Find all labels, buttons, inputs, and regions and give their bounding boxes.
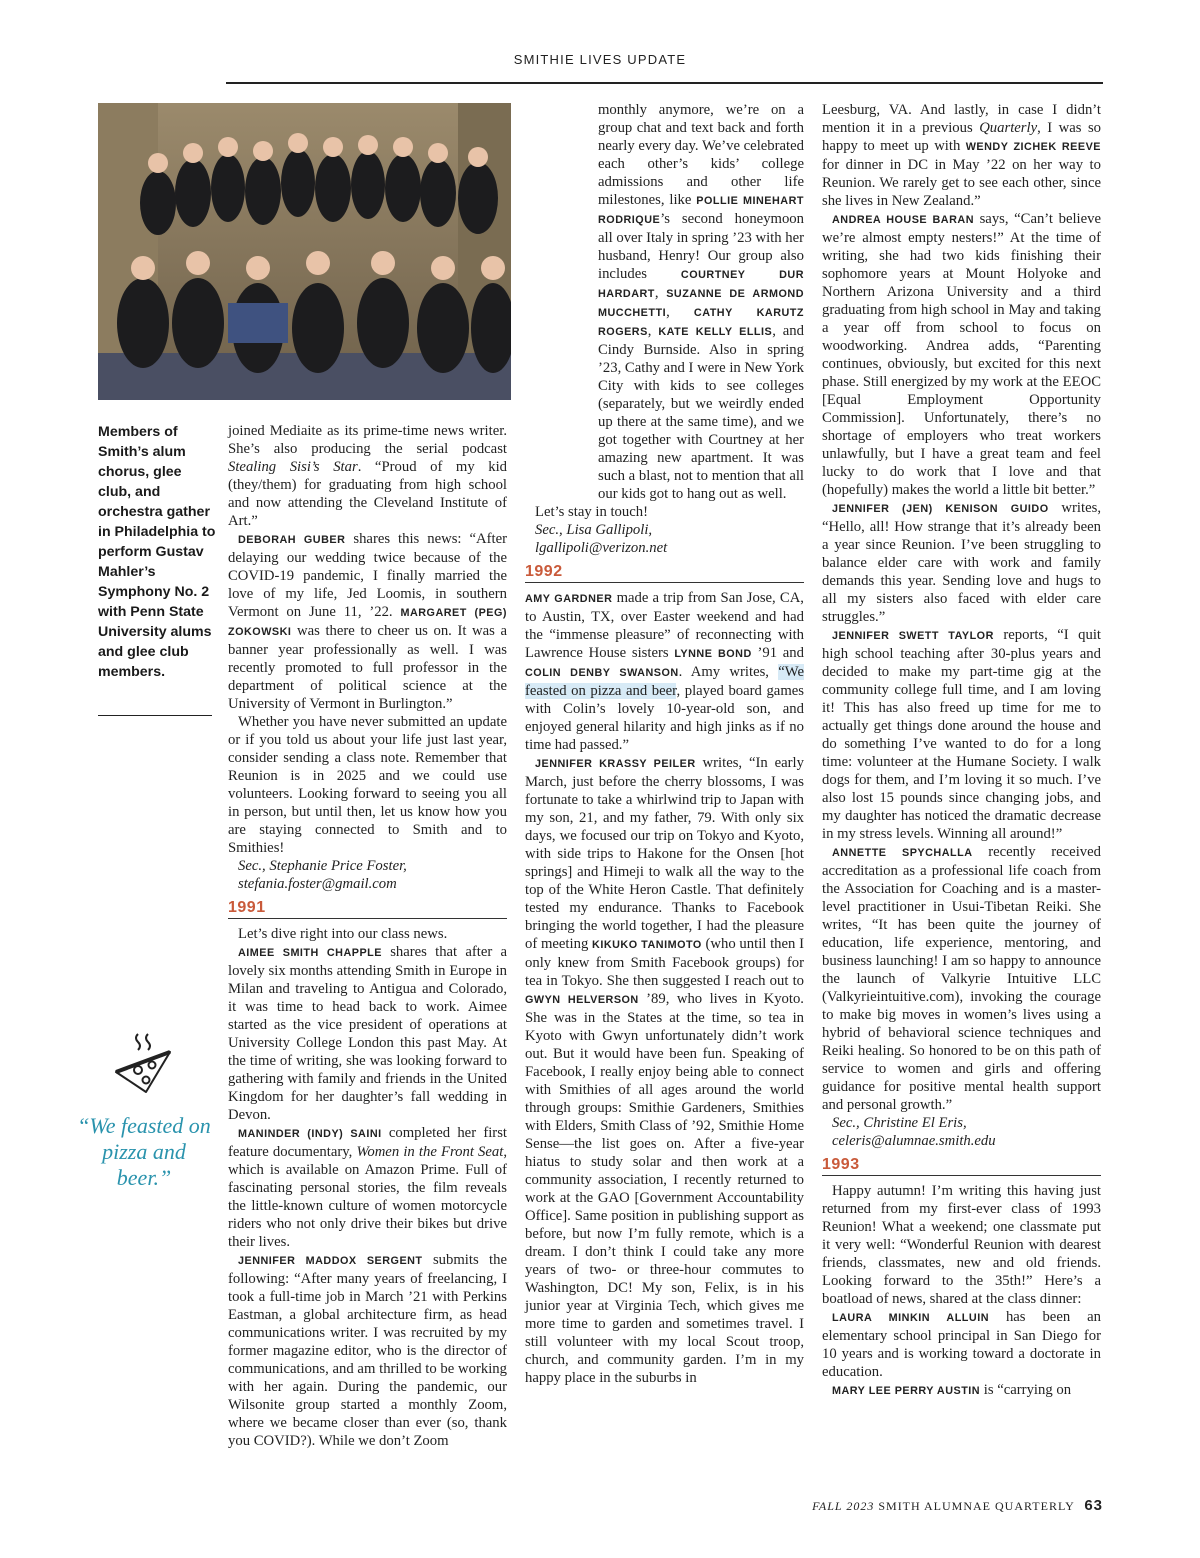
issue-label: FALL 2023 (812, 1499, 875, 1513)
alumna-name: AIMEE SMITH CHAPPLE (238, 947, 382, 959)
alumna-name: CATHY KARUTZ ROGERS (598, 307, 804, 338)
paragraph: Leesburg, VA. And lastly, in case I didn’t mention it in a previous Quarterly, I was so happy to meet up with WENDY ZICHEK REEVE for dinner in DC in May ’22 on her way to Reunion. We rarely get to see each other, since she lives in New Zealand.” (822, 102, 1102, 209)
paragraph: JENNIFER (JEN) KENISON GUIDO writes, “Hello, all! How strange that it’s already been a year since Reunion. I’ve been struggling to balance elder care with work and family demands this year. Sending love and hugs to all my sisters also faced with elder care struggles.” (822, 500, 1101, 625)
column-4 (822, 101, 1101, 1400)
secretary-name: Sec., Lisa Gallipoli, (535, 522, 653, 538)
secretary-email: celeris@alumnae.smith.edu (832, 1133, 996, 1149)
publication-name: SMITH ALUMNAE QUARTERLY (878, 1499, 1075, 1513)
photo-caption: Members of Smith’s alum chorus, glee club, and orchestra gather in Philadelphia to perform Gustav Mahler’s Symphony No. 2 with Penn State University alums and glee club members. (98, 424, 216, 680)
paragraph: AIMEE SMITH CHAPPLE shares that after a lovely six months attending Smith in Europe in Milan and traveling to Antigua and Colorado, it was time to head back to work. Aimee started as the vice president of operations at University College London this past May. At the time of writing, she was looking forward to gathering with family and friends in the United Kingdom for her daughter’s fall wedding in Devon. (228, 944, 507, 1123)
paragraph: JENNIFER KRASSY PEILER writes, “In early March, just before the cherry blossoms, I was fortunate to take a whirlwind trip to Japan with my son, 21, and my father, 79. With only six days, we focused our trip on Tokyo and Kyoto, with side trips to Hakone for the Onsen [hot springs] and Himeji to walk all the way to the top of the White Heron Castle. That definitely tested my endurance. Thanks to Facebook bringing the world together, I had the pleasure of meeting KIKUKO TANIMOTO (who until then I only knew from Smith Facebook groups) for tea in Tokyo. She then suggested I reach out to GWYN HELVERSON ’89, who lives in Kyoto. She was in the States at the time, so tea in Kyoto with Gwyn unfortunately didn’t work out. But it would have been fun. Speaking of Facebook, I really enjoy being able to connect with Smithies of all ages around the world through groups: Smithie Gardeners, Smithies with Elders, Smith Class of ’92, Smithie Home Sense—the list goes on. After a five-year hiatus to study solar and then work at a community association, I recently returned to work at the GAO [Government Accountability Office]. Same position in publishing support as before, but now I’m fully remote, which is a dream. I don’t think I could take any more years of two- or three-hour commutes to Washington, DC! My son, Felix, is in his junior year at Virginia Tech, which gives me more time to garden and sometimes travel. I still volunteer with my local Scout troop, church, and community garden. I’m in my happy place in the suburbs in (525, 755, 805, 1386)
page-number: 63 (1084, 1497, 1103, 1514)
alumna-name: JENNIFER MADDOX SERGENT (238, 1255, 423, 1267)
paragraph: MARY LEE PERRY AUSTIN is “carrying on (832, 1382, 1072, 1398)
class-year-heading: 1991 (228, 899, 507, 919)
alumna-name: ANDREA HOUSE BARAN (832, 214, 974, 226)
paragraph: Whether you have never submitted an update or if you told us about your life just last year, consider sending a class note. Remember that Reunion is in 2025 and we could use volunteers. Looking forward to seeing you all in person, but until then, let us know how you are staying connected to Smith and to Smithies! (228, 714, 507, 856)
paragraph: Let’s dive right into our class news. (238, 926, 448, 942)
alumna-name: MANINDER (INDY) SAINI (238, 1128, 382, 1140)
pull-quote: “We feasted on pizza and beer.” (77, 1113, 211, 1190)
alumna-name: KATE KELLY ELLIS (658, 326, 773, 338)
alumna-name: POLLIE MINEHART RODRIQUE (598, 195, 804, 226)
section-header: SMITHIE LIVES UPDATE (513, 52, 687, 67)
paragraph: MANINDER (INDY) SAINI completed her first feature documentary, Women in the Front Seat, which is available on Amazon Prime. Full of fascinating personal stories, the film reveals the little-known culture of women motorcycle riders who not only drive their bikes but drive their lives. (228, 1125, 508, 1250)
page-footer (812, 1497, 1103, 1514)
header-rule (226, 82, 1103, 84)
paragraph: monthly anymore, we’re on a group chat and text back and forth nearly every day. We’ve celebrated each other’s kids’ college admissions and other life milestones, like POLLIE MINEHART RODRIQUE’s second honeymoon all over Italy in spring ’23 with her husband, Henry! Our group also includes COURTNEY DUR HARDART, SUZANNE DE ARMOND MUCCHETTI, CATHY KARUTZ ROGERS, KATE KELLY ELLIS, and Cindy Burnside. Also in spring ’23, Cathy and I were in New York City with kids to see colleges (separately, but we weirdly ended up there at the same time), and we got together with Courtney at her amazing new apartment. It was such a blast, not to mention that all our kids got to hang out as well. (598, 102, 804, 502)
paragraph: JENNIFER SWETT TAYLOR reports, “I quit high school teaching after 30-plus years and decided to make my part-time gig at the community college full time, and I am loving it! This has also freed up time for me to actually get things done around the house and do something I’ve wanted to do for a long time: volunteer at the Humane Society. I walk dogs for them, and I’m loving it so much. I’ve also lost 15 pounds since changing jobs, and my daughter has noticed the dramatic decrease in my stress levels. Winning all around!” (822, 627, 1101, 842)
alumna-name: LAURA MINKIN ALLUIN (832, 1312, 989, 1324)
caption-rule (98, 715, 212, 716)
column-2 (228, 422, 507, 1450)
class-year-heading: 1992 (525, 563, 804, 583)
alumna-name: JENNIFER KRASSY PEILER (535, 758, 696, 770)
group-photo-illustration (98, 103, 511, 400)
alumna-name: GWYN HELVERSON (525, 994, 639, 1006)
column-3 (525, 101, 804, 1387)
alumna-name: COLIN DENBY SWANSON (525, 667, 679, 679)
paragraph: LAURA MINKIN ALLUIN has been an elementary school principal in San Diego for 10 years and is working toward a doctorate in education. (822, 1309, 1101, 1380)
alumna-name: AMY GARDNER (525, 593, 613, 605)
alumna-name: ANNETTE SPYCHALLA (832, 847, 973, 859)
pizza-slice-icon (108, 1030, 176, 1096)
alumna-name: MARGARET (PEG) ZOKOWSKI (228, 607, 507, 638)
paragraph: AMY GARDNER made a trip from San Jose, CA, to Austin, TX, over Easter weekend and had the “immense pleasure” of reconnecting with Lawrence House sisters LYNNE BOND ’91 and COLIN DENBY SWANSON. Amy writes, “We feasted on pizza and beer, played board games with Colin’s lovely 10-year-old son, and enjoyed general hilarity and high jinks as if no time had passed.” (525, 590, 804, 753)
class-year-heading: 1993 (822, 1156, 1101, 1176)
paragraph: Let’s stay in touch! (535, 504, 648, 520)
alumna-name: LYNNE BOND (674, 648, 752, 660)
highlighted-quote: “We feasted on pizza and beer (525, 664, 804, 699)
paragraph: ANDREA HOUSE BARAN says, “Can’t believe we’re almost empty nesters!” At the time of writing, she had two kids finishing their sophomore years at Mount Holyoke and Northern Arizona University and a third graduating from high school in May and taking a year off from school to focus on woodworking. Andrea adds, “Parenting continues, obviously, but excited for this next phase. Still energized by my work at the EEOC [Equal Employment Opportunity Commission]. Unfortunately, there’s no shortage of employers who treat workers unlawfully, but I have a great team and feel lucky to do work that I love and that (hopefully) makes the world a little bit better.” (822, 211, 1102, 498)
paragraph: Happy autumn! I’m writing this having just returned from my first-ever class of 1993 Reunion! What a weekend; one classmate put it very well: “Wonderful Reunion with dearest friends, classmates, new and old friends. Looking forward to the 35th!” Here’s a boatload of news, shared at the class dinner: (822, 1183, 1101, 1307)
paragraph: ANNETTE SPYCHALLA recently received accreditation as a professional life coach from the Association for Coaching and is a master-level practitioner in Usui-Tibetan Reiki. She writes, “It has been quite the journey of education, life experience, mentoring, and business launching! I am so happy to announce the launch of Valkyrie Intuitive LLC (Valkyrieintuitive.com), invoking the courage to make big moves in women’s lives using a hybrid of behavioral science techniques and Reiki healing. So honored to be on this path of service to women and girls and offering guidance for positive mental health support and personal growth.” (822, 844, 1101, 1113)
alumna-name: DEBORAH GUBER (238, 534, 346, 546)
paragraph: JENNIFER MADDOX SERGENT submits the following: “After many years of freelancing, I took a full-time job in March ’21 with Perkins Eastman, a global architecture firm, as head communications writer. I was recruited by my former magazine editor, who is the director of communications, and am thrilled to be working with her again. During the pandemic, our Wilsonite group started a monthly Zoom, where we became closer than ever (so, thank you COVID?). While we don’t Zoom (228, 1252, 507, 1449)
alumna-name: JENNIFER SWETT TAYLOR (832, 630, 994, 642)
alumna-name: KIKUKO TANIMOTO (592, 939, 702, 951)
paragraph: DEBORAH GUBER shares this news: “After delaying our wedding twice because of the COVID-19 pandemic, I finally married the love of my life, Jed Loomis, in southern Vermont on June 11, ’22. MARGARET (PEG) ZOKOWSKI was there to cheer us on. It was a banner year professionally as well. I was recently promoted to full professor in the department of political science at the University of Vermont in Burlington.” (228, 531, 508, 712)
alumna-name: WENDY ZICHEK REEVE (965, 141, 1101, 153)
alumna-name: SUZANNE DE ARMOND MUCCHETTI (598, 288, 804, 319)
alumna-name: MARY LEE PERRY AUSTIN (832, 1385, 981, 1397)
secretary-name: Sec., Christine El Eris, (832, 1115, 967, 1131)
secretary-email: stefania.foster@gmail.com (238, 876, 397, 892)
secretary-email: lgallipoli@verizon.net (535, 540, 668, 556)
alumna-name: JENNIFER (JEN) KENISON GUIDO (832, 503, 1049, 515)
paragraph: joined Mediaite as its prime-time news writer. She’s also producing the serial podcast Stealing Sisi’s Star. “Proud of my kid (they/them) for graduating from high school and now attending the Cleveland Institute of Art.” (228, 423, 507, 529)
secretary-name: Sec., Stephanie Price Foster, (238, 858, 407, 874)
group-photo (98, 103, 511, 400)
alumna-name: COURTNEY DUR HARDART (598, 269, 804, 300)
